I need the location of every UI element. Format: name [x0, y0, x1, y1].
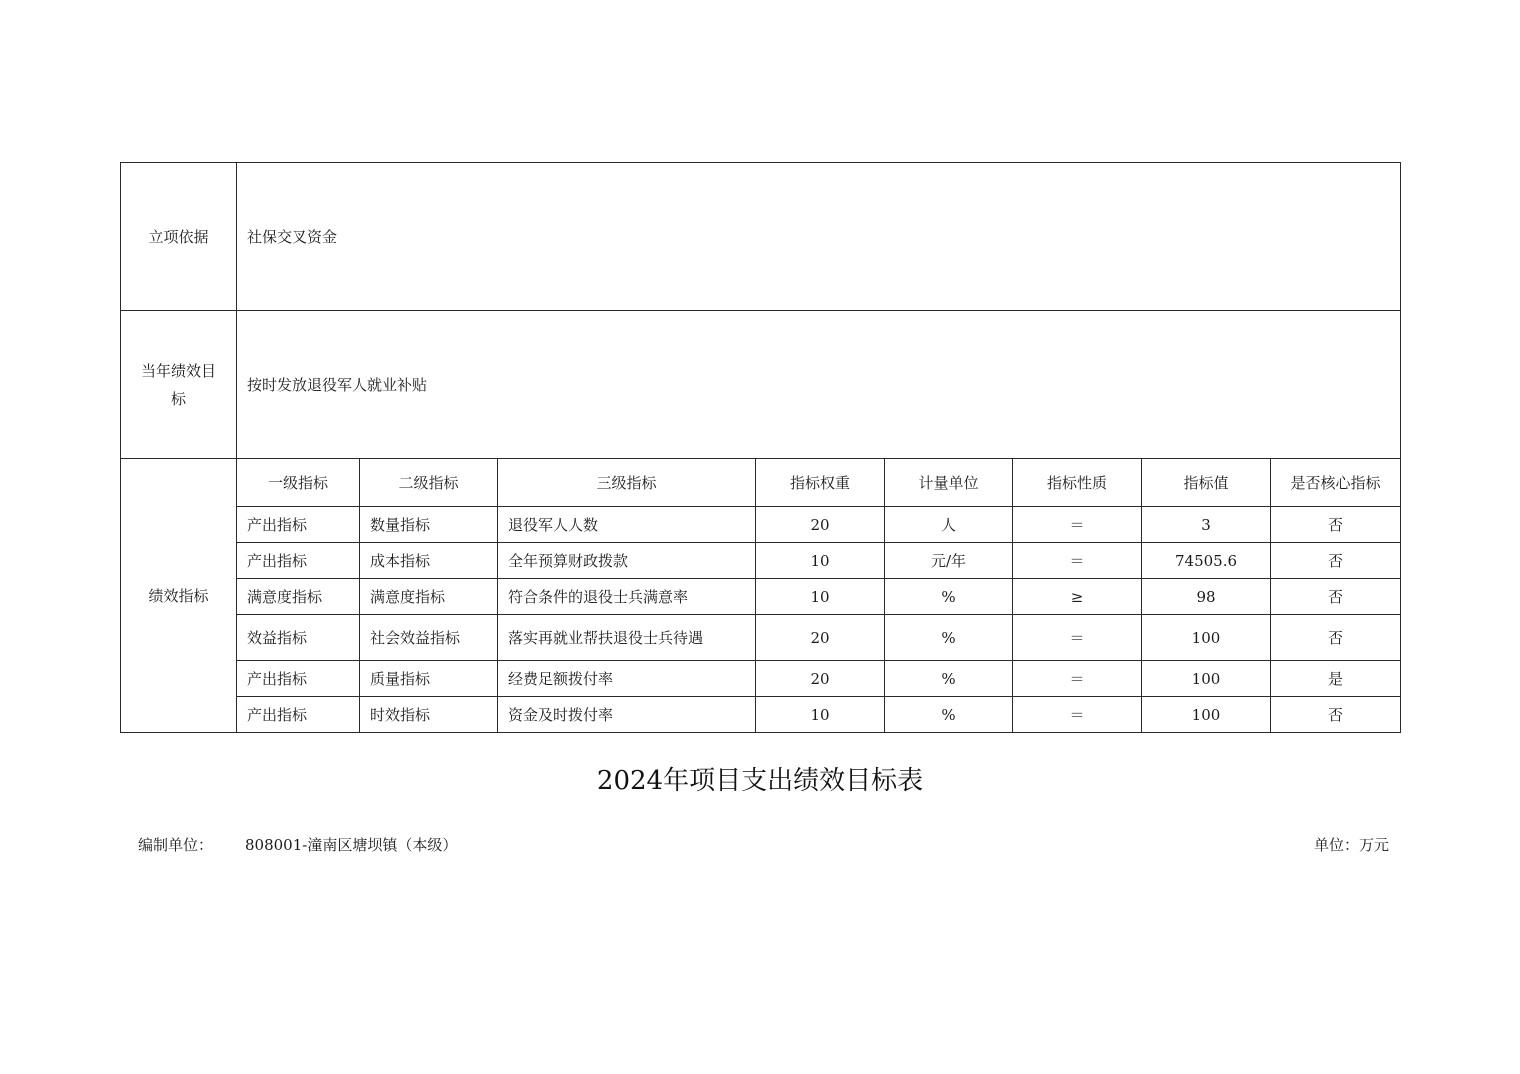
cell-weight: 20 — [756, 661, 885, 697]
cell-nature: ＝ — [1013, 507, 1142, 543]
goal-row — [121, 311, 1401, 459]
header-unit: 计量单位 — [885, 459, 1013, 507]
cell-core: 是 — [1271, 661, 1401, 697]
cell-weight: 10 — [756, 543, 885, 579]
cell-level3: 资金及时拨付率 — [498, 697, 756, 733]
header-weight: 指标权重 — [756, 459, 885, 507]
header-level3: 三级指标 — [498, 459, 756, 507]
goal-label: 当年绩效目标 — [121, 311, 237, 459]
cell-level2: 成本指标 — [360, 543, 498, 579]
table-row — [121, 507, 1401, 543]
page-title: 2024年项目支出绩效目标表 — [596, 766, 924, 796]
cell-value: 100 — [1142, 615, 1271, 661]
cell-unit: % — [885, 579, 1013, 615]
header-level2: 二级指标 — [360, 459, 498, 507]
indicators-label: 绩效指标 — [121, 459, 237, 733]
header-nature: 指标性质 — [1013, 459, 1142, 507]
cell-level3: 经费足额拨付率 — [498, 661, 756, 697]
cell-unit: 人 — [885, 507, 1013, 543]
cell-weight: 10 — [756, 579, 885, 615]
cell-level3: 全年预算财政拨款 — [498, 543, 756, 579]
cell-core: 否 — [1271, 543, 1401, 579]
cell-weight: 20 — [756, 507, 885, 543]
cell-nature: ＝ — [1013, 697, 1142, 733]
cell-weight: 10 — [756, 697, 885, 733]
cell-value: 3 — [1142, 507, 1271, 543]
header-value: 指标值 — [1142, 459, 1271, 507]
cell-weight: 20 — [756, 615, 885, 661]
cell-level2: 满意度指标 — [360, 579, 498, 615]
basis-label: 立项依据 — [121, 163, 237, 311]
cell-unit: % — [885, 697, 1013, 733]
cell-level3: 退役军人人数 — [498, 507, 756, 543]
performance-table — [120, 162, 1401, 733]
table-row — [121, 661, 1401, 697]
table-row — [121, 697, 1401, 733]
cell-unit: 元/年 — [885, 543, 1013, 579]
cell-core: 否 — [1271, 697, 1401, 733]
cell-value: 98 — [1142, 579, 1271, 615]
cell-level1: 满意度指标 — [237, 579, 360, 615]
cell-level3: 符合条件的退役士兵满意率 — [498, 579, 756, 615]
cell-nature: ＝ — [1013, 615, 1142, 661]
cell-core: 否 — [1271, 615, 1401, 661]
cell-level2: 社会效益指标 — [360, 615, 498, 661]
cell-level1: 产出指标 — [237, 661, 360, 697]
cell-level2: 时效指标 — [360, 697, 498, 733]
basis-row — [121, 163, 1401, 311]
basis-value: 社保交叉资金 — [237, 163, 1401, 311]
cell-level2: 数量指标 — [360, 507, 498, 543]
cell-level1: 产出指标 — [237, 507, 360, 543]
cell-core: 否 — [1271, 579, 1401, 615]
cell-core: 否 — [1271, 507, 1401, 543]
cell-level1: 产出指标 — [237, 543, 360, 579]
cell-nature: ≥ — [1013, 579, 1142, 615]
table-row — [121, 579, 1401, 615]
indicator-header-row — [121, 459, 1401, 507]
cell-value: 100 — [1142, 661, 1271, 697]
compiling-unit-value: 808001-潼南区塘坝镇（本级） — [245, 836, 458, 854]
cell-level1: 产出指标 — [237, 697, 360, 733]
cell-nature: ＝ — [1013, 661, 1142, 697]
header-level1: 一级指标 — [237, 459, 360, 507]
cell-level2: 质量指标 — [360, 661, 498, 697]
header-core: 是否核心指标 — [1271, 459, 1401, 507]
goal-value: 按时发放退役军人就业补贴 — [237, 311, 1401, 459]
cell-level1: 效益指标 — [237, 615, 360, 661]
table-row — [121, 543, 1401, 579]
cell-nature: ＝ — [1013, 543, 1142, 579]
compiling-unit-label: 编制单位： — [138, 836, 214, 854]
table-row — [121, 615, 1401, 661]
cell-value: 74505.6 — [1142, 543, 1271, 579]
cell-level3: 落实再就业帮扶退役士兵待遇 — [498, 615, 756, 661]
money-unit: 单位：万元 — [1313, 836, 1389, 854]
cell-unit: % — [885, 661, 1013, 697]
cell-unit: % — [885, 615, 1013, 661]
cell-value: 100 — [1142, 697, 1271, 733]
